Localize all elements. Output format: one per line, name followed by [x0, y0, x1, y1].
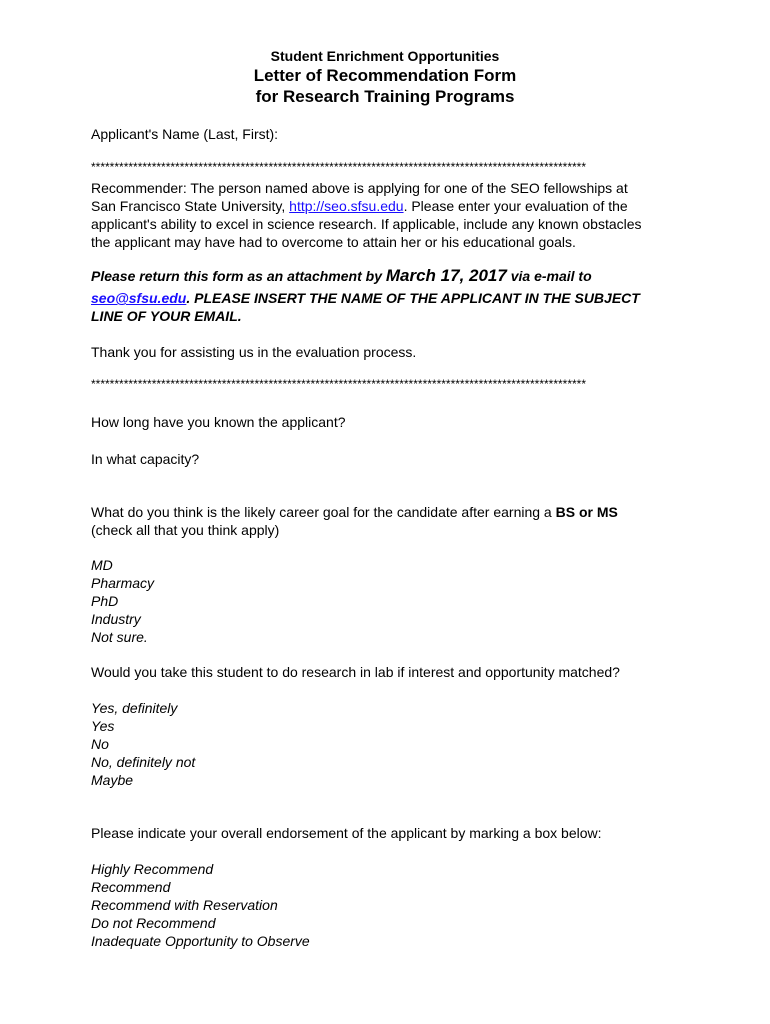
endorsement-option-highly-recommend[interactable]: Highly Recommend: [91, 861, 214, 877]
career-option-md[interactable]: MD: [91, 557, 113, 573]
endorsement-option-inadequate-opportunity[interactable]: Inadequate Opportunity to Observe: [91, 933, 310, 949]
career-option-industry[interactable]: Industry: [91, 611, 141, 627]
seo-email-link[interactable]: seo@sfsu.edu: [91, 290, 187, 306]
separator-bottom: **********************************************************************************************************: [91, 377, 587, 391]
endorsement-option-do-not-recommend[interactable]: Do not Recommend: [91, 915, 216, 931]
career-option-not-sure[interactable]: Not sure.: [91, 629, 148, 645]
question-career-goal: [91, 503, 618, 521]
recommender-line4: the applicant may have had to overcome to attain her or his educational goals.: [91, 234, 576, 250]
thank-you-text: Thank you for assisting us in the evaluation process.: [91, 344, 417, 360]
form-title-line2: for Research Training Programs: [255, 87, 515, 106]
question-known-how-long: How long have you known the applicant?: [91, 414, 346, 430]
recommender-line2-after: . Please enter your evaluation of the: [403, 198, 628, 214]
return-line2: [91, 289, 640, 307]
separator-top: **********************************************************************************************************: [91, 160, 587, 174]
endorsement-option-recommend[interactable]: Recommend: [91, 879, 171, 895]
recommender-line1: Recommender: The person named above is applying for one of the SEO fellowships at: [91, 180, 628, 196]
career-option-phd[interactable]: PhD: [91, 593, 119, 609]
recommender-line3: applicant's ability to excel in science research. If applicable, include any known obstacles: [91, 216, 642, 232]
research-option-no[interactable]: No: [91, 736, 109, 752]
research-option-maybe[interactable]: Maybe: [91, 772, 134, 788]
return-line1: [91, 265, 592, 287]
return-line2-rest: . PLEASE INSERT THE NAME OF THE APPLICANT IN THE SUBJECT: [186, 290, 640, 306]
career-goal-text: What do you think is the likely career goal for the candidate after earning a: [91, 504, 556, 520]
return-line1-b: via e-mail to: [506, 268, 592, 284]
return-line1-a: Please return this form as an attachment by: [91, 268, 386, 284]
endorsement-option-recommend-with-reservation[interactable]: Recommend with Reservation: [91, 897, 278, 913]
career-goal-degree: BS or MS: [555, 504, 618, 520]
recommender-line2: [91, 197, 628, 215]
question-endorsement: Please indicate your overall endorsement of the applicant by marking a box below:: [91, 825, 602, 841]
career-option-pharmacy[interactable]: Pharmacy: [91, 575, 155, 591]
return-line3: LINE OF YOUR EMAIL.: [91, 308, 242, 324]
career-goal-instruction: (check all that you think apply): [91, 522, 280, 538]
form-subtitle: Student Enrichment Opportunities: [270, 48, 500, 64]
deadline-date: March 17, 2017: [385, 266, 507, 285]
question-capacity: In what capacity?: [91, 451, 200, 467]
form-title-line1: Letter of Recommendation Form: [253, 66, 517, 85]
recommender-line2-before: San Francisco State University,: [91, 198, 290, 214]
question-research-lab: Would you take this student to do research in lab if interest and opportunity matched?: [91, 664, 620, 680]
research-option-yes[interactable]: Yes: [91, 718, 115, 734]
research-option-no-definitely-not[interactable]: No, definitely not: [91, 754, 196, 770]
applicant-name-label: Applicant's Name (Last, First):: [91, 126, 279, 142]
research-option-yes-definitely[interactable]: Yes, definitely: [91, 700, 178, 716]
seo-website-link[interactable]: http://seo.sfsu.edu: [289, 198, 404, 214]
